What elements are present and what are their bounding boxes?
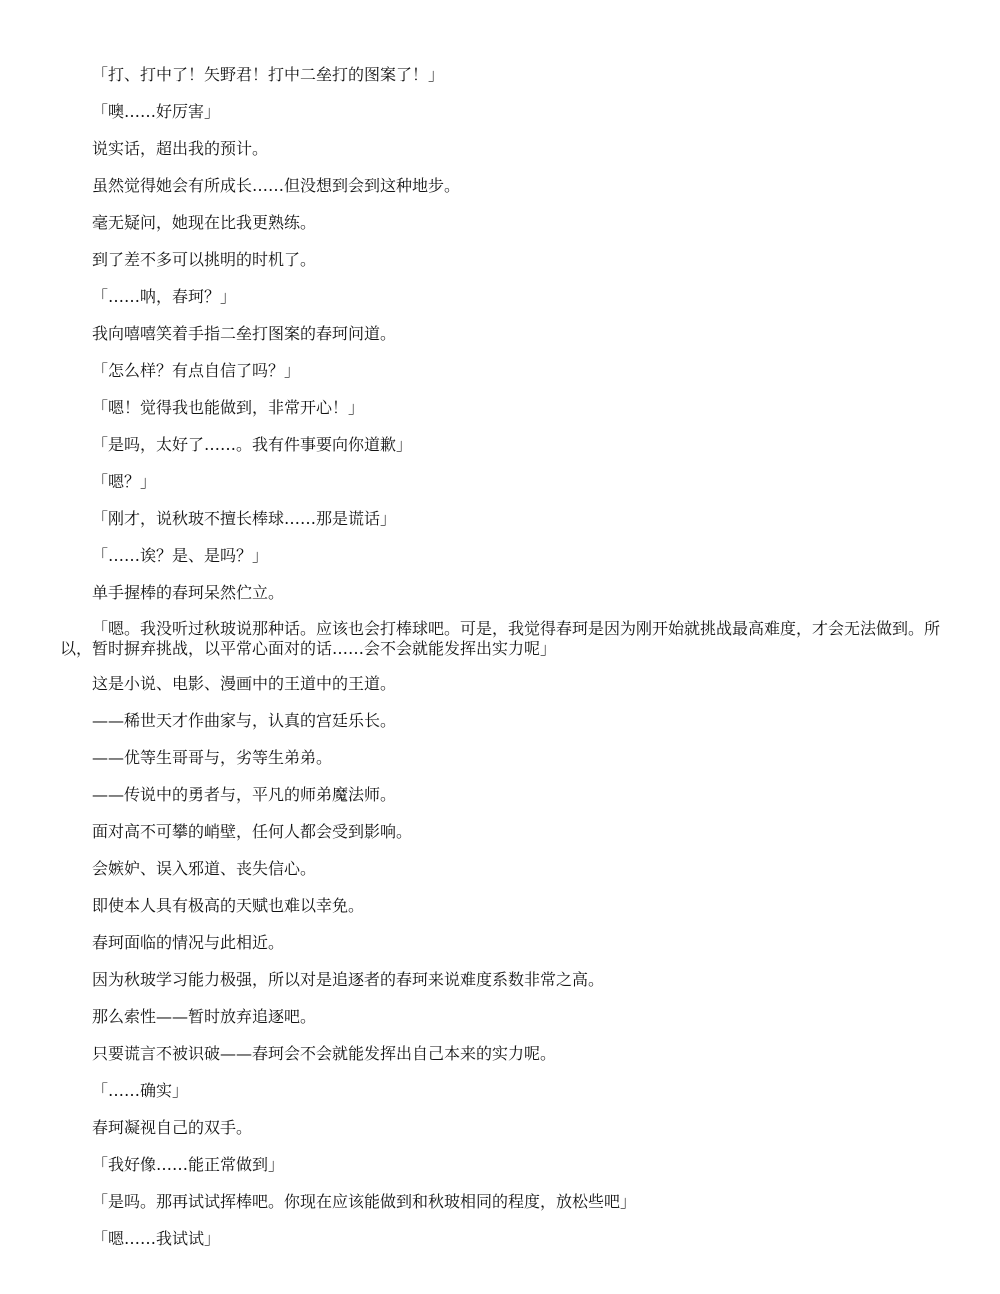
paragraph: 说实话，超出我的预计。 (92, 139, 269, 158)
paragraph: 这是小说、电影、漫画中的王道中的王道。 (92, 674, 397, 693)
paragraph: 即使本人具有极高的天赋也难以幸免。 (92, 896, 365, 915)
paragraph: ——传说中的勇者与，平凡的师弟魔法师。 (92, 785, 397, 804)
paragraph: 面对高不可攀的峭壁，任何人都会受到影响。 (92, 822, 413, 841)
paragraph: 「……确实」 (92, 1081, 189, 1100)
paragraph: 「是吗。那再试试挥棒吧。你现在应该能做到和秋玻相同的程度，放松些吧」 (92, 1192, 637, 1211)
paragraph: 「怎么样？有点自信了吗？」 (92, 361, 301, 380)
paragraph: 单手握棒的春珂呆然伫立。 (92, 583, 285, 602)
paragraph: 虽然觉得她会有所成长……但没想到会到这种地步。 (92, 176, 461, 195)
paragraph: 「噢……好厉害」 (92, 102, 221, 121)
paragraph: 「刚才，说秋玻不擅长棒球……那是谎话」 (92, 509, 397, 528)
paragraph: 因为秋玻学习能力极强，所以对是追逐者的春珂来说难度系数非常之高。 (92, 970, 605, 989)
paragraph: 毫无疑问，她现在比我更熟练。 (92, 213, 317, 232)
paragraph: 春珂凝视自己的双手。 (92, 1118, 253, 1137)
paragraph: 「嗯？」 (92, 472, 157, 491)
paragraph: 只要谎言不被识破——春珂会不会就能发挥出自己本来的实力呢。 (92, 1044, 557, 1063)
paragraph: 春珂面临的情况与此相近。 (92, 933, 285, 952)
paragraph: 「……呐，春珂？」 (92, 287, 237, 306)
paragraph: 到了差不多可以挑明的时机了。 (92, 250, 317, 269)
paragraph: 「……诶？是、是吗？」 (92, 546, 269, 565)
paragraph: 会嫉妒、误入邪道、丧失信心。 (92, 859, 317, 878)
paragraph: 「嗯。我没听过秋玻说那种话。应该也会打棒球吧。可是，我觉得春珂是因为刚开始就挑战最高难度，才会无法做到。所以，暂时摒弃挑战，以平常心面对的话……会不会就能发挥出实力呢」 (60, 619, 941, 658)
paragraph: 那么索性——暂时放弃追逐吧。 (92, 1007, 317, 1026)
paragraph: 「是吗，太好了……。我有件事要向你道歉」 (92, 435, 413, 454)
paragraph: 「嗯……我试试」 (92, 1229, 221, 1248)
paragraph: 「嗯！觉得我也能做到，非常开心！」 (92, 398, 365, 417)
paragraph: 「打、打中了！矢野君！打中二垒打的图案了！」 (92, 65, 445, 84)
paragraph: 「我好像……能正常做到」 (92, 1155, 285, 1174)
paragraph: ——稀世天才作曲家与，认真的宫廷乐长。 (92, 711, 397, 730)
paragraph: ——优等生哥哥与，劣等生弟弟。 (92, 748, 333, 767)
paragraph: 我向嘻嘻笑着手指二垒打图案的春珂问道。 (92, 324, 397, 343)
